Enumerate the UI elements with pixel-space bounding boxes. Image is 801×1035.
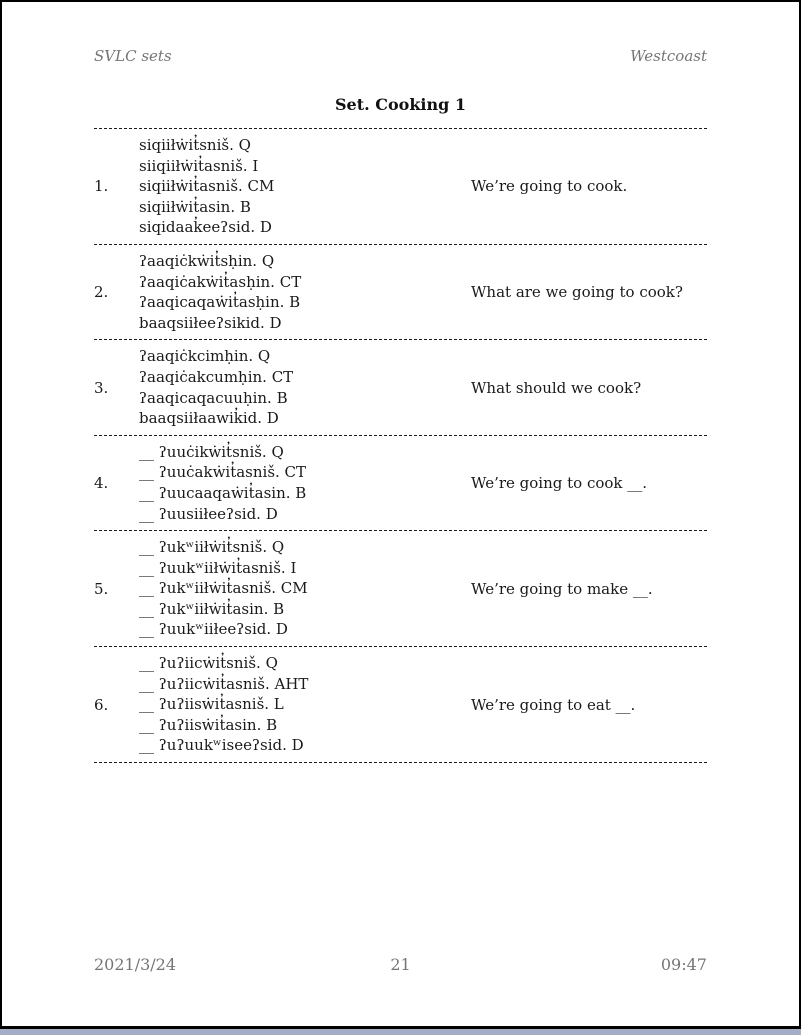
items-table <box>94 128 707 763</box>
item-variants <box>139 537 471 640</box>
variant-line: siqiiłẇit̓asniš. CM <box>139 177 275 196</box>
variant-line: __ ʔukʷiiłẇit̓asniš. CM <box>139 579 308 598</box>
variant-line: siiqiiłẇit̓asniš. I <box>139 156 259 175</box>
variant-line: ʔaaqiċkẇit̓sḥin. Q <box>139 251 275 270</box>
item-row <box>94 530 707 646</box>
variant-line: __ ʔuʔuukʷiseeʔsid. D <box>139 736 304 755</box>
item-number: 1. <box>94 177 109 196</box>
item-translation: What are we going to cook? <box>471 283 683 302</box>
item-number: 4. <box>94 473 109 492</box>
item-translation: We’re going to cook __. <box>471 473 648 492</box>
page-content <box>94 47 707 763</box>
variant-line: __ ʔuukʷiiłeeʔsid. D <box>139 620 288 639</box>
variant-line: __ ʔukʷiiłẇit̓asin. B <box>139 599 285 618</box>
variant-line: __ ʔuʔiicẇit̓sniš. Q <box>139 654 278 673</box>
item-translation: What should we cook? <box>471 378 642 397</box>
item-row <box>94 244 707 339</box>
variant-line: __ ʔuʔiisẇit̓asin. B <box>139 715 278 734</box>
item-translation: We’re going to cook. <box>471 177 628 196</box>
item-variants <box>139 653 471 756</box>
item-row <box>94 339 707 434</box>
variant-line: siqidaak̓eeʔsid. D <box>139 218 272 237</box>
variant-line: ʔaaqicaqacuuḥin. B <box>139 388 288 407</box>
document-header <box>94 47 707 66</box>
variant-line: __ ʔuuċakẇit̓asniš. CT <box>139 463 307 482</box>
item-number: 2. <box>94 283 109 302</box>
variant-line: __ ʔukʷiiłẇit̓sniš. Q <box>139 538 285 557</box>
variant-line: __ ʔuʔiisẇit̓asniš. L <box>139 695 284 714</box>
item-variants <box>139 442 471 524</box>
variant-line: ʔaaqiċakcumḥin. CT <box>139 367 294 386</box>
item-row <box>94 435 707 530</box>
item-translation: We’re going to eat __. <box>471 695 636 714</box>
page-title: Set. Cooking 1 <box>334 95 467 114</box>
item-variants <box>139 346 471 428</box>
variant-line: ʔaaqiċakẇit̓asḥin. CT <box>139 272 302 291</box>
footer-date: 2021/3/24 <box>94 955 177 974</box>
item-variants <box>139 135 471 238</box>
variant-line: __ ʔuukʷiiłẇit̓asniš. I <box>139 558 297 577</box>
item-translation: We’re going to make __. <box>471 579 653 598</box>
item-row <box>94 128 707 244</box>
variant-line: __ ʔuucaaqaẇit̓asin. B <box>139 483 307 502</box>
document-footer <box>94 955 707 974</box>
item-number: 6. <box>94 695 109 714</box>
variant-line: __ ʔuʔiicẇit̓asniš. AHT <box>139 674 309 693</box>
variant-line: __ ʔuuċikẇit̓sniš. Q <box>139 442 284 461</box>
bottom-strip <box>0 1029 801 1035</box>
item-number: 5. <box>94 579 109 598</box>
variant-line: baaqsiiłeeʔsikid. D <box>139 313 282 332</box>
variant-line: baaqsiiłaawik̓id. D <box>139 409 279 428</box>
item-number: 3. <box>94 378 109 397</box>
footer-time: 09:47 <box>660 955 707 974</box>
variant-line: __ ʔuusiiłeeʔsid. D <box>139 504 278 523</box>
variant-line: siqiiłẇit̓asin. B <box>139 197 251 216</box>
variant-line: ʔaaqicaqaẇit̓asḥin. B <box>139 293 301 312</box>
variant-line: ʔaaqiċkcimḥin. Q <box>139 347 271 366</box>
footer-page-number: 21 <box>390 955 411 974</box>
header-left-label: SVLC sets <box>94 47 172 65</box>
item-row <box>94 646 707 762</box>
header-right-label: Westcoast <box>630 47 707 65</box>
item-variants <box>139 251 471 333</box>
variant-line: siqiiłẇit̓sniš. Q <box>139 136 251 154</box>
